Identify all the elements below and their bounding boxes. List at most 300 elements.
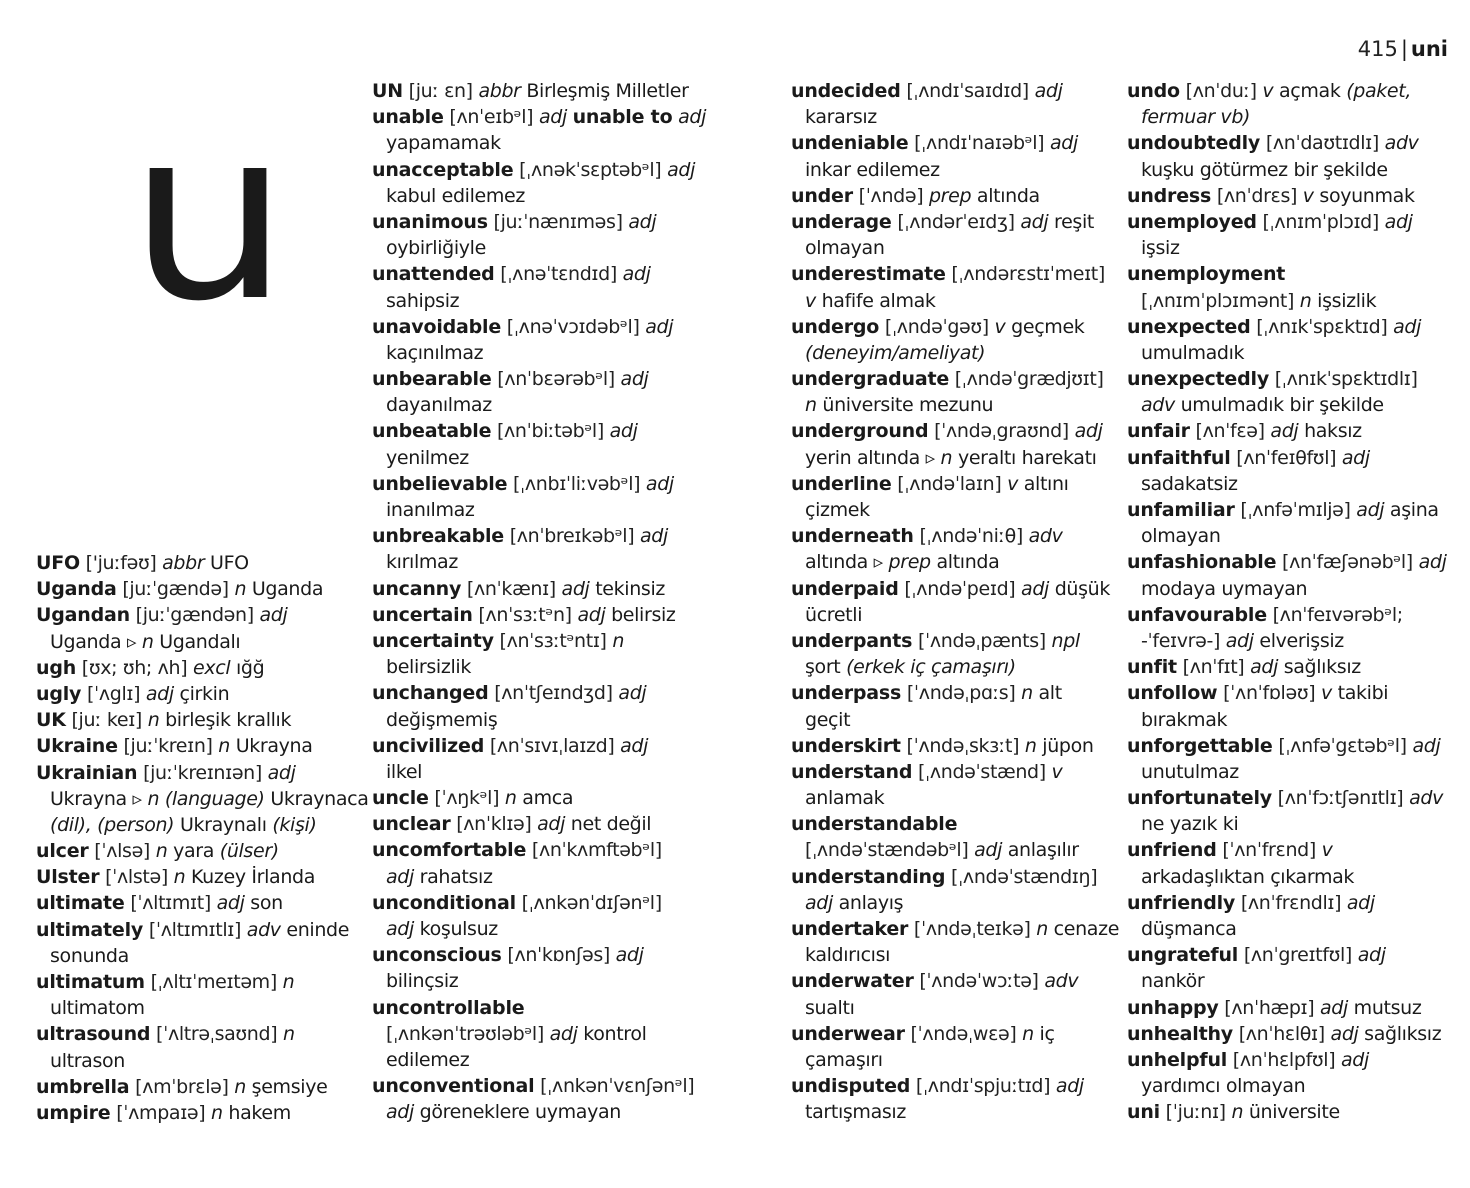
translation: yardımcı olmayan bbox=[1141, 1075, 1306, 1098]
pronunciation: [ˌʌndəˈlaɪn] bbox=[897, 472, 1002, 495]
part-of-speech: adj bbox=[1034, 80, 1063, 102]
part-of-speech: n bbox=[173, 866, 186, 889]
translation: soyunmak bbox=[1319, 184, 1415, 207]
dictionary-entry bbox=[372, 602, 772, 628]
entry-continuation-line bbox=[791, 497, 1121, 523]
header-separator: | bbox=[1400, 37, 1408, 61]
headword: understandable bbox=[791, 813, 958, 836]
pronunciation: ['juːfəʊ] bbox=[85, 552, 157, 574]
dictionary-entry bbox=[36, 733, 356, 759]
translation: anlamak bbox=[805, 787, 885, 810]
translation: jüpon bbox=[1042, 734, 1094, 757]
dictionary-entry bbox=[1127, 418, 1457, 444]
translation: altında bbox=[936, 551, 1000, 574]
headword: unchanged bbox=[372, 682, 489, 705]
entry-line bbox=[372, 209, 772, 235]
translation: oybirliğiyle bbox=[386, 237, 486, 260]
entry-continuation-line bbox=[372, 864, 772, 890]
entry-line bbox=[1127, 366, 1457, 392]
headword: unfit bbox=[1127, 656, 1177, 679]
entry-line bbox=[372, 680, 772, 706]
dictionary-entry bbox=[791, 680, 1121, 732]
entry-line bbox=[372, 785, 772, 811]
running-head: uni bbox=[1410, 37, 1448, 61]
dictionary-entry bbox=[791, 628, 1121, 680]
part-of-speech: (erkek iç çamaşırı) bbox=[846, 656, 1016, 679]
dictionary-entry bbox=[791, 811, 1121, 863]
dictionary-column-3 bbox=[791, 78, 1121, 1126]
dictionary-entry bbox=[372, 471, 772, 523]
entry-continuation-line bbox=[372, 916, 772, 942]
headword: unavoidable bbox=[372, 315, 502, 338]
headword: underpants bbox=[791, 629, 913, 652]
translation: umulmadık bir şekilde bbox=[1180, 394, 1384, 417]
entry-continuation-line bbox=[1127, 628, 1457, 654]
entry-line bbox=[791, 864, 1121, 890]
part-of-speech: adj bbox=[622, 263, 651, 286]
dictionary-entry bbox=[36, 1100, 356, 1126]
translation: ne yazık ki bbox=[1141, 813, 1239, 836]
dictionary-entry bbox=[791, 209, 1121, 261]
dictionary-entry bbox=[36, 969, 356, 1021]
entry-line bbox=[1127, 890, 1457, 916]
translation: yapamamak bbox=[386, 132, 501, 155]
headword: unexpectedly bbox=[1127, 368, 1270, 391]
entry-continuation-line bbox=[372, 235, 772, 261]
part-of-speech: adj bbox=[628, 210, 657, 233]
translation: Kuzey İrlanda bbox=[191, 866, 316, 889]
translation: sonunda bbox=[50, 944, 129, 967]
entry-continuation-line bbox=[791, 445, 1121, 471]
translation: bilinçsiz bbox=[386, 970, 459, 993]
dictionary-entry bbox=[372, 261, 772, 313]
part-of-speech: n bbox=[234, 1075, 246, 1098]
translation: işsiz bbox=[1141, 237, 1180, 260]
part-of-speech: n bbox=[940, 446, 953, 469]
translation: birleşik krallık bbox=[165, 709, 292, 732]
translation: unutulmaz bbox=[1141, 760, 1239, 783]
translation: inkar edilemez bbox=[805, 158, 940, 181]
headword: unbeatable bbox=[372, 420, 492, 443]
entry-continuation-line bbox=[372, 392, 772, 418]
headword: UK bbox=[36, 709, 66, 732]
pronunciation: [ʌnˈklɪə] bbox=[456, 813, 532, 836]
pronunciation: [ʌnˈkʌmftəbᵊl] bbox=[531, 839, 662, 862]
headword: undeniable bbox=[791, 132, 909, 155]
entry-continuation-line bbox=[372, 968, 772, 994]
translation: anlayış bbox=[838, 891, 904, 914]
dictionary-column-4 bbox=[1127, 78, 1457, 1126]
pronunciation: [ˌʌndəˈstændəbᵊl] bbox=[805, 839, 969, 862]
pronunciation: [ˌʌndərɛstɪˈmeɪt] bbox=[951, 263, 1105, 286]
part-of-speech: adj bbox=[267, 761, 296, 784]
part-of-speech: excl bbox=[193, 656, 231, 679]
pronunciation: [ˌʌnəkˈsɛptəbᵊl] bbox=[519, 158, 662, 181]
translation: arkadaşlıktan çıkarmak bbox=[1141, 865, 1355, 888]
translation: kontrol bbox=[583, 1022, 647, 1045]
headword: ungrateful bbox=[1127, 944, 1239, 967]
headword: unable bbox=[372, 106, 444, 129]
part-of-speech: adj bbox=[1074, 420, 1103, 443]
pronunciation: [ˌʌnəˈtɛndɪd] bbox=[500, 263, 617, 286]
entry-continuation-line bbox=[372, 1047, 772, 1073]
headword: underwater bbox=[791, 970, 914, 993]
headword: unhappy bbox=[1127, 996, 1219, 1019]
dictionary-entry bbox=[36, 550, 356, 576]
pronunciation: [ˌʌnəˈvɔɪdəbᵊl] bbox=[506, 315, 640, 338]
headword: uncomfortable bbox=[372, 839, 527, 862]
entry-continuation-line bbox=[1127, 471, 1457, 497]
entry-continuation-line bbox=[1127, 104, 1457, 130]
translation: şort bbox=[805, 656, 841, 679]
dictionary-entry bbox=[36, 707, 356, 733]
entry-continuation-line bbox=[1127, 392, 1457, 418]
headword: uni bbox=[1127, 1101, 1160, 1124]
pronunciation: [juː keɪ] bbox=[71, 709, 142, 732]
part-of-speech: adj bbox=[1357, 944, 1386, 967]
pronunciation: [juːˈkreɪn] bbox=[123, 735, 213, 758]
headword: unemployment bbox=[1127, 263, 1286, 286]
headword: underestimate bbox=[791, 263, 946, 286]
part-of-speech: v bbox=[1007, 472, 1019, 495]
dictionary-entry bbox=[1127, 602, 1457, 654]
translation: işsizlik bbox=[1317, 289, 1377, 312]
translation: ultrason bbox=[50, 1049, 125, 1072]
translation: kabul edilemez bbox=[386, 184, 526, 207]
headword: umpire bbox=[36, 1101, 111, 1124]
headword: unacceptable bbox=[372, 158, 514, 181]
dictionary-entry bbox=[1127, 785, 1457, 837]
pronunciation: [ʌnˈgreɪtfʊl] bbox=[1243, 944, 1352, 967]
entry-line bbox=[36, 838, 356, 864]
entry-line bbox=[372, 314, 772, 340]
part-of-speech: adj bbox=[1270, 420, 1299, 443]
translation: ücretli bbox=[805, 603, 863, 626]
part-of-speech: prep bbox=[888, 551, 931, 574]
translation: sahipsiz bbox=[386, 289, 460, 312]
headword: Ukraine bbox=[36, 735, 118, 758]
headword: unfriendly bbox=[1127, 891, 1236, 914]
translation: altını bbox=[1023, 472, 1069, 495]
entry-line bbox=[1127, 549, 1457, 575]
translation: kaçınılmaz bbox=[386, 341, 484, 364]
dictionary-entry bbox=[791, 471, 1121, 523]
translation: hakem bbox=[228, 1101, 291, 1124]
part-of-speech: adj bbox=[618, 682, 647, 705]
entry-line bbox=[372, 261, 772, 287]
dictionary-entry bbox=[1127, 209, 1457, 261]
headword: underneath bbox=[791, 525, 914, 548]
part-of-speech: adj bbox=[1225, 629, 1254, 652]
entry-continuation-line bbox=[791, 288, 1121, 314]
page-number: 415 bbox=[1357, 37, 1398, 61]
part-of-speech: adv bbox=[1384, 132, 1419, 155]
part-of-speech: adj bbox=[259, 604, 288, 627]
pronunciation: [ʌnˈkɒnʃəs] bbox=[507, 944, 610, 967]
entry-continuation-line bbox=[1127, 968, 1457, 994]
dictionary-entry bbox=[791, 366, 1121, 418]
translation: sualtı bbox=[805, 996, 855, 1019]
entry-line bbox=[36, 655, 356, 681]
entry-line bbox=[1127, 261, 1457, 287]
part-of-speech: adj bbox=[386, 865, 414, 888]
pronunciation: [ˈʌltɪmɪt] bbox=[130, 892, 211, 915]
entry-continuation-line bbox=[1127, 288, 1457, 314]
part-of-speech: n bbox=[234, 578, 247, 601]
translation: rahatsız bbox=[419, 865, 493, 888]
pronunciation: [ˈʌmpaɪə] bbox=[116, 1101, 206, 1124]
part-of-speech: v bbox=[1320, 682, 1332, 705]
dictionary-entry bbox=[372, 366, 772, 418]
entry-line bbox=[791, 261, 1121, 287]
entry-line bbox=[36, 602, 356, 628]
dictionary-entry bbox=[1127, 733, 1457, 785]
headword: uncanny bbox=[372, 577, 462, 600]
part-of-speech: (ülser) bbox=[219, 840, 279, 863]
pronunciation: [ʌnˈdaʊtɪdlɪ] bbox=[1265, 132, 1379, 155]
headword: unbelievable bbox=[372, 472, 508, 495]
entry-continuation-line bbox=[372, 654, 772, 680]
headword: unconditional bbox=[372, 891, 516, 914]
pronunciation: [ˌʌndɪˈsaɪdɪd] bbox=[906, 80, 1029, 102]
entry-continuation-line bbox=[372, 549, 772, 575]
part-of-speech: adj bbox=[538, 106, 567, 129]
part-of-speech: v bbox=[994, 315, 1006, 338]
translation: ığğ bbox=[236, 656, 265, 679]
part-of-speech: n bbox=[1024, 734, 1037, 757]
dictionary-entry bbox=[36, 1021, 356, 1073]
entry-continuation-line bbox=[1127, 707, 1457, 733]
entry-line bbox=[791, 418, 1121, 444]
pronunciation: [ʌnˈbiːtəbᵊl] bbox=[496, 420, 604, 443]
entry-continuation-line bbox=[1127, 523, 1457, 549]
translation: geçmek bbox=[1011, 315, 1085, 338]
headword: under bbox=[791, 184, 853, 207]
entry-line bbox=[791, 78, 1121, 104]
headword: unhelpful bbox=[1127, 1048, 1228, 1071]
headword: unfortunately bbox=[1127, 787, 1272, 810]
part-of-speech: adj bbox=[1320, 996, 1348, 1019]
dictionary-entry bbox=[791, 78, 1121, 130]
entry-continuation-line bbox=[372, 130, 772, 156]
translation: Ukraynalı bbox=[179, 813, 267, 836]
entry-line bbox=[36, 917, 356, 943]
entry-continuation-line bbox=[1127, 235, 1457, 261]
pronunciation: [ˌʌndəˈniːθ] bbox=[919, 525, 1023, 548]
dictionary-entry bbox=[791, 523, 1121, 575]
entry-continuation-line bbox=[372, 340, 772, 366]
part-of-speech: adv bbox=[1044, 970, 1079, 993]
headword: undo bbox=[1127, 80, 1180, 102]
translation: inanılmaz bbox=[386, 499, 475, 521]
translation: net değil bbox=[570, 813, 652, 836]
dictionary-entry bbox=[36, 576, 356, 602]
translation: Uganda bbox=[251, 578, 324, 601]
entry-continuation-line bbox=[791, 942, 1121, 968]
entry-line bbox=[36, 733, 356, 759]
headword: undergo bbox=[791, 315, 880, 338]
entry-line bbox=[372, 78, 772, 104]
translation: Ukrayna bbox=[235, 735, 313, 758]
pronunciation: [ˌʌndəˈstændɪŋ] bbox=[951, 865, 1098, 888]
part-of-speech: n bbox=[1231, 1101, 1244, 1124]
headword: uncle bbox=[372, 787, 429, 810]
dictionary-entry bbox=[1127, 445, 1457, 497]
translation: çizmek bbox=[805, 499, 870, 521]
pronunciation: [juːˈkreɪnɪən] bbox=[143, 761, 262, 784]
part-of-speech: adj bbox=[678, 106, 707, 129]
pronunciation: [ʌnˈsɪvɪˌlaɪzd] bbox=[489, 734, 615, 757]
entry-line bbox=[36, 890, 356, 916]
entry-line bbox=[791, 759, 1121, 785]
dictionary-entry bbox=[372, 157, 772, 209]
part-of-speech: adv bbox=[1409, 787, 1443, 810]
entry-continuation-line bbox=[372, 288, 772, 314]
pronunciation: [ˌʌltɪˈmeɪtəm] bbox=[150, 971, 277, 993]
dictionary-entry bbox=[372, 811, 772, 837]
pronunciation: [ʌnˈtʃeɪndʒd] bbox=[494, 682, 613, 705]
translation: geçit bbox=[805, 708, 851, 731]
part-of-speech: adj bbox=[609, 420, 638, 443]
translation: sağlıksız bbox=[1283, 656, 1361, 679]
pronunciation: [ˈʌndəˌpænts] bbox=[917, 629, 1046, 652]
headword: underskirt bbox=[791, 734, 901, 757]
translation: yara bbox=[173, 840, 215, 863]
entry-line bbox=[1127, 680, 1457, 706]
entry-continuation-line bbox=[791, 654, 1121, 680]
pronunciation: [ˈʌndəˌteɪkə] bbox=[913, 918, 1031, 940]
pronunciation: [ʌnˈkænɪ] bbox=[466, 577, 556, 600]
headword: undress bbox=[1127, 184, 1212, 207]
headword: ulcer bbox=[36, 840, 89, 863]
entry-line bbox=[372, 157, 772, 183]
part-of-speech: adj bbox=[577, 603, 606, 626]
dictionary-entry bbox=[1127, 261, 1457, 313]
headword: unfriend bbox=[1127, 839, 1217, 862]
translation: değişmemiş bbox=[386, 708, 498, 731]
part-of-speech: (deneyim/ameliyat) bbox=[805, 341, 986, 364]
part-of-speech: adj bbox=[615, 944, 644, 967]
dictionary-entry bbox=[1127, 680, 1457, 732]
dictionary-entry bbox=[372, 418, 772, 470]
translation: nankör bbox=[1141, 970, 1205, 993]
dictionary-entry bbox=[372, 995, 772, 1074]
part-of-speech: adv bbox=[246, 918, 281, 941]
part-of-speech: adj bbox=[1330, 1022, 1359, 1045]
dictionary-entry bbox=[1127, 314, 1457, 366]
part-of-speech: adj bbox=[216, 892, 245, 915]
headword: unemployed bbox=[1127, 210, 1257, 233]
part-of-speech: adj bbox=[1021, 577, 1049, 600]
entry-line bbox=[372, 104, 772, 130]
pronunciation: [ˌʌnkənˈdɪʃənᵊl] bbox=[521, 891, 662, 914]
pronunciation: [ˌʌnɪmˈplɔɪmənt] bbox=[1141, 289, 1295, 312]
translation: takibi bbox=[1337, 682, 1389, 705]
pronunciation: [juː ɛn] bbox=[408, 80, 473, 102]
dictionary-entry bbox=[791, 314, 1121, 366]
entry-continuation-line bbox=[36, 812, 356, 838]
pronunciation: [ʌnˈeɪbᵊl] bbox=[449, 106, 534, 129]
entry-continuation-line bbox=[791, 235, 1121, 261]
translation: tartışmasız bbox=[805, 1101, 906, 1124]
headword: ultimately bbox=[36, 918, 144, 941]
entry-continuation-line bbox=[791, 104, 1121, 130]
part-of-speech: abbr bbox=[162, 552, 205, 574]
dictionary-entry bbox=[791, 261, 1121, 313]
entry-line bbox=[791, 968, 1121, 994]
pronunciation: [ʌnˈfɛə] bbox=[1195, 420, 1265, 443]
headword: ultimatum bbox=[36, 971, 145, 993]
part-of-speech: n bbox=[211, 1101, 223, 1124]
translation: yenilmez bbox=[386, 446, 469, 469]
headword: uncertain bbox=[372, 603, 473, 626]
dictionary-entry bbox=[1127, 549, 1457, 601]
translation: haksız bbox=[1304, 420, 1362, 443]
translation: göreneklere uymayan bbox=[419, 1101, 621, 1124]
part-of-speech: adj bbox=[1384, 210, 1413, 233]
headword: unanimous bbox=[372, 210, 488, 233]
entry-line bbox=[791, 130, 1121, 156]
dictionary-entry bbox=[1127, 183, 1457, 209]
translation: altında ▹ bbox=[805, 551, 883, 574]
entry-line bbox=[1127, 130, 1457, 156]
pronunciation: [ʌnˈduː] bbox=[1185, 80, 1257, 102]
entry-line bbox=[372, 942, 772, 968]
entry-continuation-line bbox=[36, 943, 356, 969]
entry-line bbox=[791, 523, 1121, 549]
pronunciation: [ˌʌndəˈstænd] bbox=[917, 760, 1046, 783]
headword: undergraduate bbox=[791, 368, 950, 391]
entry-line bbox=[372, 418, 772, 444]
pronunciation: [juːˈgændə] bbox=[122, 578, 229, 601]
entry-line bbox=[372, 602, 772, 628]
entry-line bbox=[791, 314, 1121, 340]
part-of-speech: v bbox=[1321, 839, 1333, 862]
translation: amca bbox=[522, 787, 574, 810]
entry-line bbox=[791, 628, 1121, 654]
part-of-speech: adj bbox=[667, 158, 696, 181]
entry-line bbox=[36, 550, 356, 576]
pronunciation: [ˈʌndəˈwɔːtə] bbox=[919, 970, 1039, 993]
pronunciation: [ˈʌnˈfɒləʊ] bbox=[1223, 682, 1316, 705]
dictionary-entry bbox=[372, 837, 772, 889]
entry-continuation-line bbox=[36, 995, 356, 1021]
pronunciation: [ˌʌnfəˈgɛtəbᵊl] bbox=[1278, 734, 1407, 757]
pronunciation: [ˌʌnbɪˈliːvəbᵊl] bbox=[512, 472, 641, 495]
part-of-speech: adj bbox=[1341, 446, 1370, 469]
headword: UN bbox=[372, 80, 403, 102]
pronunciation: [ʌnˈbɛərəbᵊl] bbox=[497, 368, 615, 391]
entry-line bbox=[791, 209, 1121, 235]
pronunciation: [ˈʌlstə] bbox=[105, 866, 168, 889]
pronunciation: [ˌʌndəˈpeɪd] bbox=[904, 577, 1016, 600]
dictionary-entry bbox=[372, 576, 772, 602]
part-of-speech: adj bbox=[1418, 551, 1447, 574]
headword: umbrella bbox=[36, 1075, 130, 1098]
headword: unfaithful bbox=[1127, 446, 1231, 469]
part-of-speech: n bbox=[155, 840, 168, 863]
headword: Uganda bbox=[36, 578, 117, 601]
entry-line bbox=[791, 916, 1121, 942]
dictionary-entry bbox=[791, 968, 1121, 1020]
dictionary-entry bbox=[372, 314, 772, 366]
dictionary-entry bbox=[372, 942, 772, 994]
dictionary-entry bbox=[1127, 942, 1457, 994]
entry-line bbox=[36, 760, 356, 786]
translation: düşmanca bbox=[1141, 918, 1237, 940]
entry-line bbox=[1127, 1099, 1457, 1125]
entry-line bbox=[36, 1074, 356, 1100]
